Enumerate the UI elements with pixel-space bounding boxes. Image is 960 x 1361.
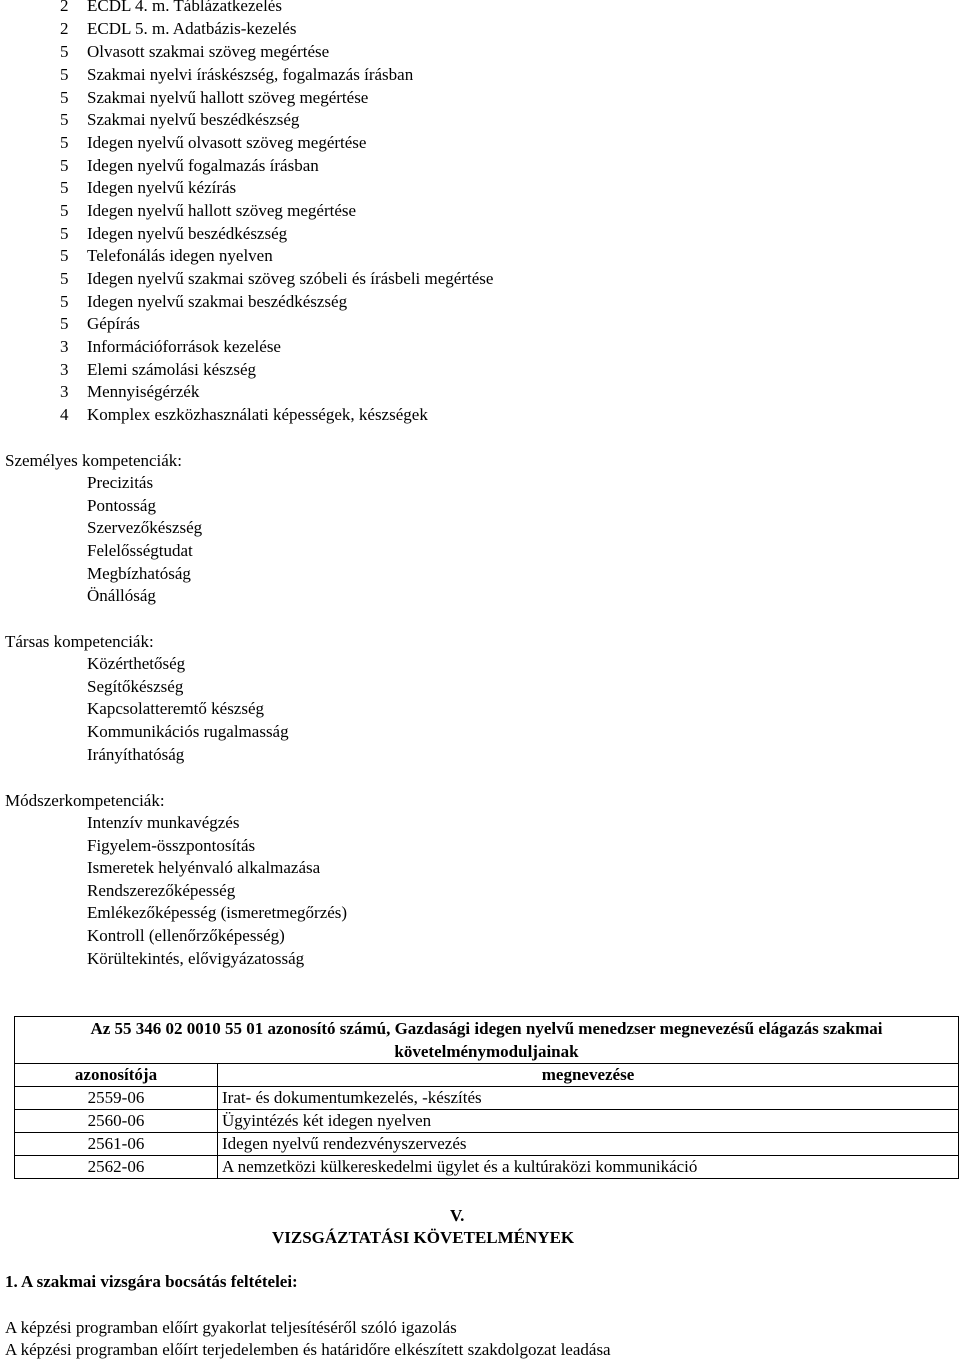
skill-text: Elemi számolási készség: [87, 360, 257, 379]
column-header-name: megnevezése: [218, 1064, 959, 1087]
skill-text: Szakmai nyelvű beszédkészség: [87, 110, 300, 129]
level-number: 4: [60, 405, 69, 424]
competency-item: Pontosság: [87, 496, 156, 515]
module-name: Irat- és dokumentumkezelés, -készítés: [218, 1087, 959, 1110]
level-number: 2: [60, 0, 69, 15]
level-number: 5: [60, 88, 69, 107]
module-name: A nemzetközi külkereskedelmi ügylet és a kultúraközi kommunikáció: [218, 1156, 959, 1179]
competency-item: Kapcsolatteremtő készség: [87, 699, 265, 718]
table-row: [15, 1133, 959, 1156]
skill-text: ECDL 4. m. Táblázatkezelés: [87, 0, 282, 15]
competency-item: Kontroll (ellenőrzőképesség): [87, 926, 285, 945]
skill-text: Telefonálás idegen nyelven: [87, 246, 273, 265]
level-number: 3: [60, 337, 69, 356]
level-number: 5: [60, 156, 69, 175]
competency-item: Közérthetőség: [87, 654, 186, 673]
module-id: 2559-06: [15, 1087, 218, 1110]
module-id: 2562-06: [15, 1156, 218, 1179]
skill-text: Idegen nyelvű beszédkészség: [87, 224, 288, 243]
competency-item: Kommunikációs rugalmasság: [87, 722, 289, 741]
competency-item: Emlékezőképesség (ismeretmegőrzés): [87, 903, 348, 922]
competency-item: Ismeretek helyénvaló alkalmazása: [87, 858, 321, 877]
table-header-row: [15, 1064, 959, 1087]
skill-text: Komplex eszközhasználati képességek, készségek: [87, 405, 428, 424]
skill-text: Olvasott szakmai szöveg megértése: [87, 42, 330, 61]
table-row: [15, 1087, 959, 1110]
level-number: 5: [60, 292, 69, 311]
competency-item: Önállóság: [87, 586, 156, 605]
level-number: 2: [60, 19, 69, 38]
column-header-id: azonosítója: [15, 1064, 218, 1087]
skill-text: Idegen nyelvű kézírás: [87, 178, 237, 197]
competency-item: Felelősségtudat: [87, 541, 193, 560]
skill-text: Szakmai nyelvi íráskészség, fogalmazás írásban: [87, 65, 414, 84]
level-number: 3: [60, 360, 69, 379]
competency-item: Rendszerezőképesség: [87, 881, 236, 900]
skill-text: Idegen nyelvű szakmai beszédkészség: [87, 292, 348, 311]
section-number: V.: [450, 1206, 465, 1225]
competency-item: Segítőkészség: [87, 677, 184, 696]
table-title-row: [15, 1017, 959, 1064]
level-number: 5: [60, 178, 69, 197]
condition-item: A képzési programban előírt gyakorlat teljesítéséről szóló igazolás: [5, 1318, 457, 1337]
skill-text: Információforrások kezelése: [87, 337, 281, 356]
skill-text: Idegen nyelvű szakmai szöveg szóbeli és írásbeli megértése: [87, 269, 494, 288]
module-id: 2561-06: [15, 1133, 218, 1156]
module-id: 2560-06: [15, 1110, 218, 1133]
skill-text: Mennyiségérzék: [87, 382, 200, 401]
table-title: Az 55 346 02 0010 55 01 azonosító számú, Gazdasági idegen nyelvű menedzser megnevezésű elágazás szakmai követelménymoduljainak: [15, 1017, 959, 1064]
section-heading: Társas kompetenciák:: [5, 632, 154, 651]
level-number: 5: [60, 133, 69, 152]
competency-item: Intenzív munkavégzés: [87, 813, 240, 832]
skill-text: Szakmai nyelvű hallott szöveg megértése: [87, 88, 369, 107]
level-number: 5: [60, 246, 69, 265]
skill-text: Idegen nyelvű hallott szöveg megértése: [87, 201, 357, 220]
competency-item: Figyelem-összpontosítás: [87, 836, 256, 855]
level-number: 5: [60, 201, 69, 220]
section-title: VIZSGÁZTATÁSI KÖVETELMÉNYEK: [272, 1228, 575, 1247]
skill-text: ECDL 5. m. Adatbázis-kezelés: [87, 19, 297, 38]
condition-item: A képzési programban előírt terjedelemben és határidőre elkészített szakdolgozat leadása: [5, 1340, 611, 1359]
competency-item: Szervezőkészség: [87, 518, 203, 537]
conditions-heading: 1. A szakmai vizsgára bocsátás feltételei:: [5, 1272, 298, 1291]
skill-text: Idegen nyelvű olvasott szöveg megértése: [87, 133, 367, 152]
level-number: 5: [60, 110, 69, 129]
module-name: Idegen nyelvű rendezvényszervezés: [218, 1133, 959, 1156]
level-number: 5: [60, 269, 69, 288]
skill-text: Idegen nyelvű fogalmazás írásban: [87, 156, 319, 175]
skill-text: Gépírás: [87, 314, 140, 333]
level-number: 3: [60, 382, 69, 401]
modules-table: [14, 1016, 959, 1179]
section-heading: Személyes kompetenciák:: [5, 451, 183, 470]
competency-item: Irányíthatóság: [87, 745, 185, 764]
competency-item: Precizitás: [87, 473, 154, 492]
section-heading: Módszerkompetenciák:: [5, 791, 165, 810]
level-number: 5: [60, 65, 69, 84]
level-number: 5: [60, 42, 69, 61]
module-name: Ügyintézés két idegen nyelven: [218, 1110, 959, 1133]
competency-item: Körültekintés, elővigyázatosság: [87, 949, 305, 968]
level-number: 5: [60, 314, 69, 333]
table-row: [15, 1156, 959, 1179]
table-row: [15, 1110, 959, 1133]
competency-item: Megbízhatóság: [87, 564, 191, 583]
level-number: 5: [60, 224, 69, 243]
